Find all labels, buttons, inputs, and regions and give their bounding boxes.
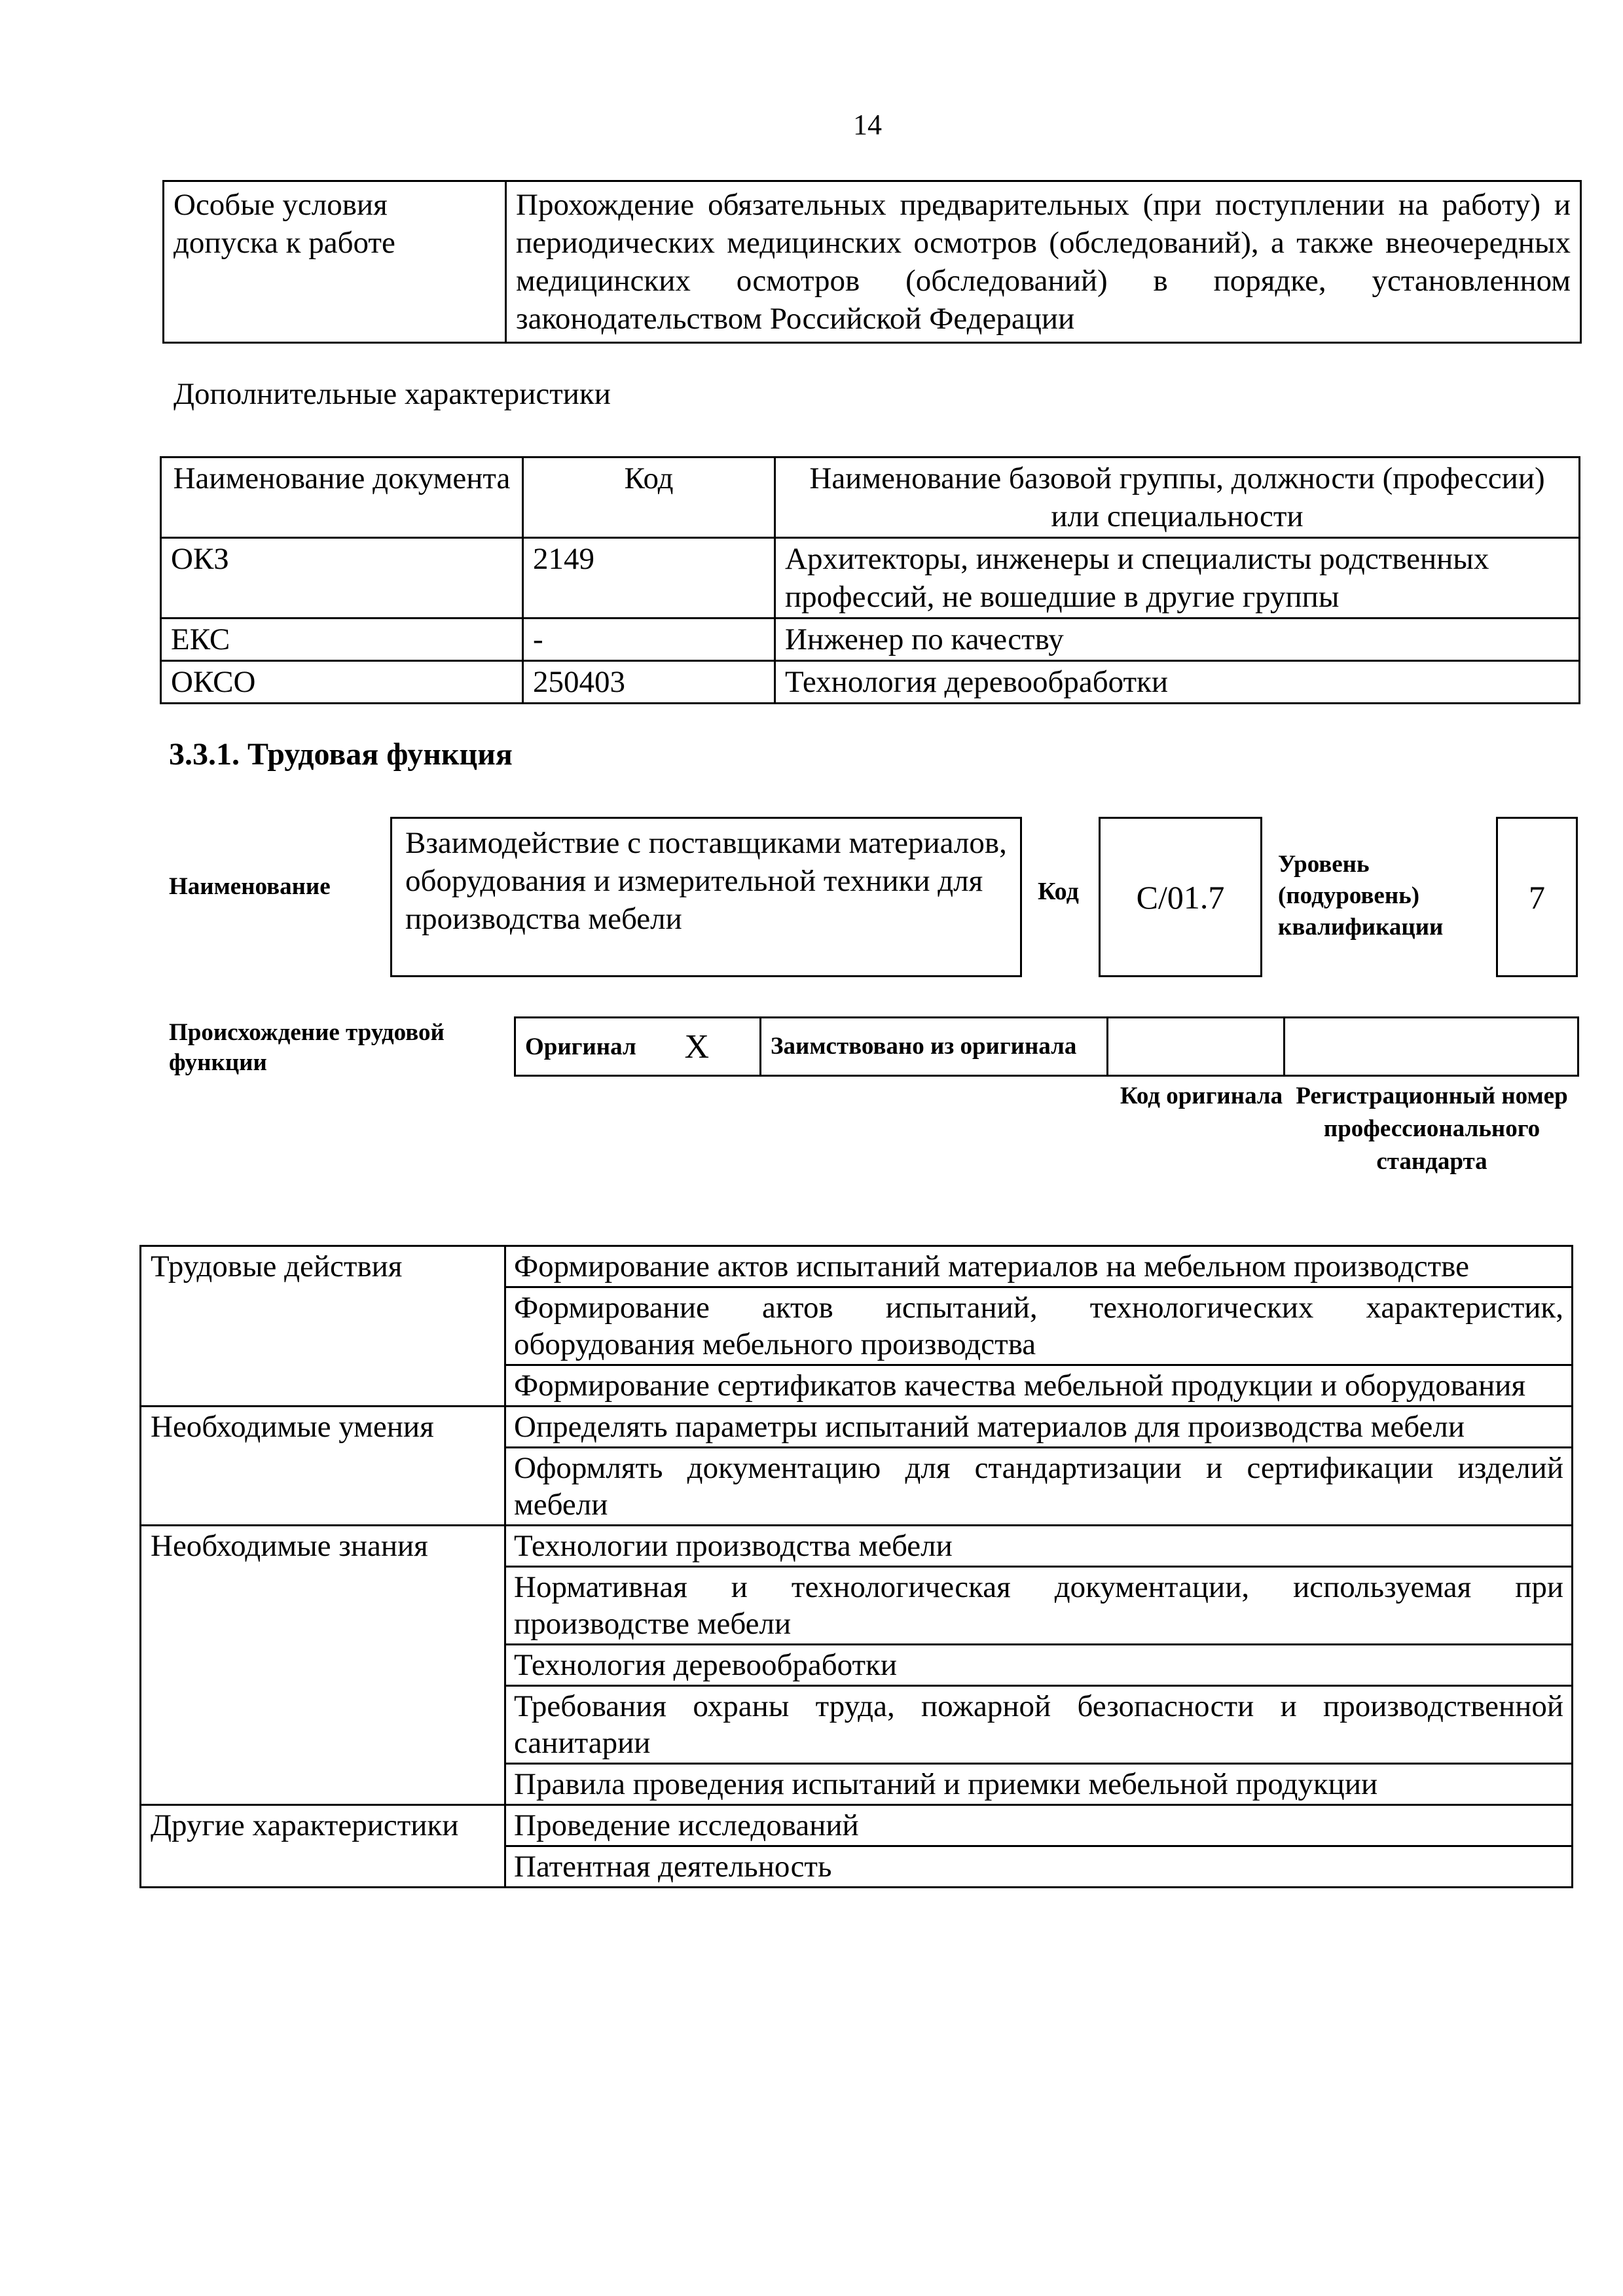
table-row [161, 538, 1580, 619]
name-cell: Технология деревообработки [775, 661, 1580, 704]
origin-label: Происхождение трудовой функции [169, 1019, 445, 1076]
original-code-caption: Код оригинала [1120, 1083, 1283, 1109]
table-row [161, 661, 1580, 704]
name-cell: Инженер по качеству [775, 619, 1580, 661]
category-labor-actions: Трудовые действия [141, 1246, 505, 1407]
qualification-level-box: 7 [1496, 817, 1578, 977]
function-code-label: Код [1038, 878, 1079, 905]
name-cell: Архитекторы, инженеры и специалисты родственных профессий, не вошедшие в другие группы [775, 538, 1580, 619]
additional-table [160, 456, 1580, 704]
doc-cell: ЕКС [161, 619, 523, 661]
table-row [515, 1018, 1578, 1076]
category-skills: Необходимые умения [141, 1407, 505, 1526]
code-cell: 250403 [523, 661, 775, 704]
list-item: Технология деревообработки [505, 1645, 1573, 1686]
additional-title: Дополнительные характеристики [173, 377, 611, 411]
list-item: Формирование сертификатов качества мебельной продукции и оборудования [505, 1365, 1573, 1407]
header-document: Наименование документа [161, 457, 523, 538]
list-item: Проведение исследований [505, 1805, 1573, 1846]
table-row [141, 1407, 1573, 1448]
header-code: Код [523, 457, 775, 538]
origin-borrowed: Заимствовано из оригинала [761, 1018, 1108, 1076]
function-details-table [139, 1245, 1573, 1888]
table-header-row [161, 457, 1580, 538]
page-number: 14 [853, 109, 882, 141]
origin-reg-cell [1285, 1018, 1578, 1076]
special-conditions-label: Особые условия допуска к работе [164, 181, 506, 343]
code-cell: 2149 [523, 538, 775, 619]
doc-cell: ОКЗ [161, 538, 523, 619]
function-code-box: С/01.7 [1099, 817, 1262, 977]
list-item: Требования охраны труда, пожарной безопасности и производственной санитарии [505, 1686, 1573, 1764]
function-name-box: Взаимодействие с поставщиками материалов, оборудования и измерительной техники для производства мебели [390, 817, 1022, 977]
list-item: Нормативная и технологическая документации, используемая при производстве мебели [505, 1567, 1573, 1645]
qualification-level-label: Уровень (подуровень) квалификации [1278, 851, 1444, 941]
code-cell: - [523, 619, 775, 661]
list-item: Оформлять документацию для стандартизации и сертификации изделий мебели [505, 1448, 1573, 1526]
list-item: Формирование актов испытаний материалов на мебельном производстве [505, 1246, 1573, 1287]
list-item: Патентная деятельность [505, 1846, 1573, 1888]
origin-mark: Х [676, 1018, 761, 1076]
function-heading: 3.3.1. Трудовая функция [169, 737, 513, 772]
list-item: Определять параметры испытаний материалов для производства мебели [505, 1407, 1573, 1448]
category-knowledge: Необходимые знания [141, 1526, 505, 1805]
registration-number-caption: Регистрационный номер профессионального стандарта [1296, 1083, 1568, 1175]
table-row [141, 1526, 1573, 1567]
function-name-label: Наименование [169, 873, 331, 900]
list-item: Технологии производства мебели [505, 1526, 1573, 1567]
header-name: Наименование базовой группы, должности (профессии) или специальности [775, 457, 1580, 538]
table-row [141, 1246, 1573, 1287]
origin-code-cell [1108, 1018, 1285, 1076]
origin-table [514, 1016, 1579, 1077]
origin-original: Оригинал [515, 1018, 676, 1076]
list-item: Формирование актов испытаний, технологических характеристик, оборудования мебельного производства [505, 1287, 1573, 1365]
category-other: Другие характеристики [141, 1805, 505, 1888]
special-conditions-text: Прохождение обязательных предварительных (при поступлении на работу) и периодических медицинских осмотров (обследований), а также внеочередных медицинских осмотров (обследований) в порядке, установленном законодательством Российской Федерации [506, 181, 1581, 343]
table-row [164, 181, 1581, 343]
special-conditions-table [162, 180, 1582, 344]
table-row [161, 619, 1580, 661]
doc-cell: ОКСО [161, 661, 523, 704]
table-row [141, 1805, 1573, 1846]
list-item: Правила проведения испытаний и приемки мебельной продукции [505, 1764, 1573, 1805]
